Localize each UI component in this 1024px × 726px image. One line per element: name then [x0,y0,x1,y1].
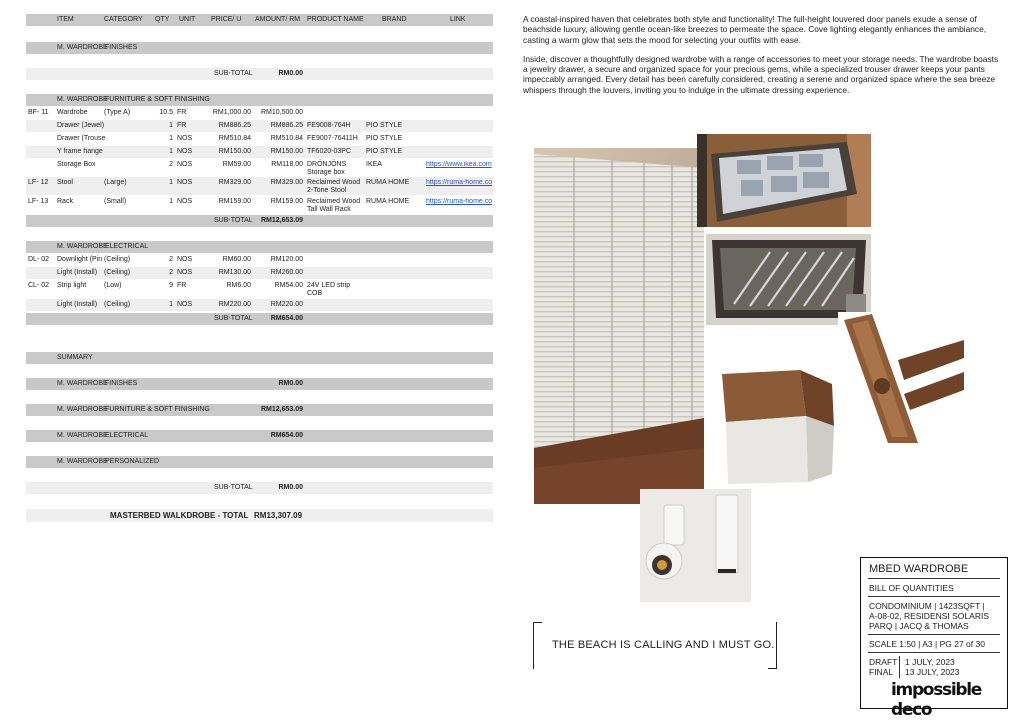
item-product: Reclaimed Wood Tall Wall Rack [307,198,361,213]
item-link[interactable]: https://ruma-home.co [426,179,493,186]
subtotal-label: SUB-TOTAL [214,217,253,224]
item-product: FE9007-76411H [307,135,358,142]
item-name: Drawer (Jewel) [57,122,105,129]
item-brand: PIO STYLE [366,148,403,155]
item-link[interactable]: https://www.ikea.com [426,161,492,168]
grand-total-label: MASTERBED WALKDROBE - TOTAL [110,511,249,520]
item-category: (Large) [104,179,127,186]
item-amount: RM118.00 [271,161,303,168]
item-amount: RM886.25 [270,122,303,129]
section-finishes-subtotal [26,68,493,80]
item-product: FE9008-764H [307,122,351,129]
item-unit: NOS [177,148,193,155]
item-amount: RM120.00 [270,256,303,263]
header-qty: QTY [155,16,170,23]
subtotal-label: SUB-TOTAL [214,315,253,322]
item-qty: 1 [169,179,173,186]
item-name: Rack [57,198,73,205]
item-unit: NOS [177,179,193,186]
item-category: (Ceiling) [104,269,131,276]
brand-logo: impossible deco [891,680,981,720]
item-price: RM159.00 [218,198,251,205]
item-price: RM130.00 [218,269,251,276]
item-amount: RM260.00 [270,269,303,276]
section-furniture-header [26,94,493,106]
grand-total-value: RM13,307.09 [254,511,303,520]
summary-line-personalized [26,456,493,468]
item-amount: RM159.00 [270,198,303,205]
table-row [26,267,493,279]
summary-code: M. WARDROBE [57,406,108,413]
item-product: TF6020-03PC [307,148,351,155]
subtotal-label: SUB-TOTAL [214,484,253,491]
draft-label: DRAFT [869,657,898,667]
subtotal-value: RM12,653.09 [260,217,303,224]
item-product: DRÖNJÖNS Storage box [307,161,347,176]
summary-label: ELECTRICAL [105,432,149,439]
item-unit: NOS [177,198,193,205]
item-name: Storage Box [57,161,96,168]
header-unit: UNIT [179,16,196,23]
summary-label: FURNITURE & SOFT FINISHING [105,406,210,413]
table-row [26,280,493,298]
summary-line-electrical [26,430,493,442]
scale-info: SCALE 1:50 | A3 | PG 27 of 30 [869,639,985,649]
subtotal-value: RM0.00 [278,484,303,491]
header-category: CATEGORY [104,16,143,23]
item-price: RM60.00 [222,256,251,263]
item-price: RM150.00 [218,148,251,155]
louvered-wardrobe-photo [534,148,704,504]
item-brand: RUMA HOME [366,198,410,205]
item-qty: 2 [169,269,173,276]
final-date: 13 JULY, 2023 [905,667,960,677]
summary-amount: RM654.00 [270,432,303,439]
subtotal-value: RM654.00 [270,315,303,322]
item-link[interactable]: https://ruma-home.co [426,198,493,205]
description-paragraph-1: A coastal-inspired haven that celebrates both style and functionality! The full-height louvered door panels exude a sense of beachside luxury, allowing gentle ocean-like breezes to permeate the space. Cove lighting elegantly enhances the ambiance, casting a warm glow that sets the mood for selecting your outfits with ease. [523,14,987,45]
section-electrical-subtotal [26,313,493,325]
summary-title: SUMMARY [57,354,93,361]
item-product: Reclaimed Wood 2-Tone Stool [307,179,361,194]
quote-box [533,622,777,668]
header-amount: AMOUNT/ RM [255,16,301,23]
section-title: FINISHES [105,44,138,51]
item-brand: RUMA HOME [366,179,410,186]
section-code: M. WARDROBE [57,96,108,103]
item-code: LF- 12 [28,179,49,186]
item-unit: NOS [177,161,193,168]
item-name: Strip light [57,282,87,289]
description-paragraph-2: Inside, discover a thoughtfully designed wardrobe with a range of accessories to meet your storage needs. The wardrobe boasts a jewelry drawer, a secure and organized space for your precious gems, while a specialized trouser drawer keeps your pants impeccably arranged. Every detail has been carefully considered, creating a serene and organized space where the sea breeze whispers through the louvers, inviting you to indulge in the ultimate dressing experience. [523,53,999,95]
item-brand: PIO STYLE [366,135,403,142]
item-price: RM6.00 [226,282,251,289]
sheet-subtitle: BILL OF QUANTITIES [869,583,954,593]
summary-line-finishes [26,378,493,390]
item-name: Wardrobe [57,109,88,116]
table-row [26,196,493,214]
item-price: RM886.25 [218,122,251,129]
item-category: (Small) [104,198,127,205]
table-header [26,14,493,26]
table-row [26,107,493,119]
item-price: RM1,000.00 [212,109,251,116]
summary-header [26,352,493,364]
item-qty: 9 [169,282,173,289]
personalized-subtotal [26,482,493,494]
item-qty: 2 [169,161,173,168]
section-finishes-header [26,42,493,54]
header-brand: BRAND [382,16,407,23]
item-amount: RM10,500.00 [260,109,303,116]
subtotal-value: RM0.00 [278,70,303,77]
item-unit: FR [177,109,187,116]
item-name: Drawer (Trouse [57,135,106,142]
section-electrical-header [26,241,493,253]
item-amount: RM329.00 [270,179,303,186]
item-unit: NOS [177,135,193,142]
item-name: Light (Install) [57,269,98,276]
description [523,14,1001,104]
stool-photo [708,370,846,486]
table-row [26,299,493,311]
item-amount: RM220.00 [270,301,303,308]
item-category: (Low) [104,282,122,289]
jewelry-drawer-photo [697,134,871,227]
sheet-title: MBED WARDROBE [869,563,969,575]
item-qty: 1 [169,122,173,129]
item-name: Light (Install) [57,301,98,308]
table-row [26,254,493,266]
summary-amount: RM0.00 [278,380,303,387]
item-code: CL- 02 [28,282,50,289]
section-code: M. WARDROBE [57,243,108,250]
item-name: Y frame hange [57,148,103,155]
table-row [26,120,493,132]
item-code: DL- 02 [28,256,50,263]
item-amount: RM54.00 [274,282,303,289]
summary-line-furniture [26,404,493,416]
item-name: Stool [57,179,73,186]
item-qty: 1 [169,135,173,142]
item-category: (Type A) [104,109,131,116]
item-product: 24V LED strip COB [307,282,351,297]
header-product: PRODUCT NAME [307,16,364,23]
draft-date: 1 JULY, 2023 [905,657,955,667]
item-brand: PIO STYLE [366,122,403,129]
spotlight-photo [640,489,751,602]
table-row [26,146,493,158]
item-qty: 1 [169,198,173,205]
item-qty: 1 [169,301,173,308]
wall-rack-photo [838,312,966,443]
header-item: ITEM [57,16,74,23]
summary-code: M. WARDROBE [57,380,108,387]
summary-code: M. WARDROBE [57,458,108,465]
table-row [26,133,493,145]
item-price: RM510.84 [218,135,251,142]
item-category: (Ceiling) [104,256,131,263]
item-unit: FR [177,282,187,289]
item-amount: RM510.84 [270,135,303,142]
item-name: Downlight (Pin [57,256,103,263]
item-category: (Ceiling) [104,301,131,308]
summary-label: FINISHES [105,380,138,387]
project-line-2: A-08-02, RESIDENSI SOLARIS [869,611,989,621]
item-amount: RM150.00 [270,148,303,155]
section-code: M. WARDROBE [57,44,108,51]
project-line-1: CONDOMINIUM | 1423SQFT | [869,601,985,611]
item-unit: NOS [177,269,193,276]
table-row [26,159,493,176]
item-qty: 2 [169,256,173,263]
section-furniture-subtotal [26,215,493,227]
table-row [26,177,493,195]
item-unit: FR [177,122,187,129]
item-price: RM220.00 [218,301,251,308]
section-title: ELECTRICAL [105,243,149,250]
grand-total-row [26,509,493,522]
subtotal-label: SUB-TOTAL [214,70,253,77]
item-unit: NOS [177,301,193,308]
summary-code: M. WARDROBE [57,432,108,439]
project-line-3: PARQ | JACQ & THOMAS [869,621,969,631]
item-price: RM59.00 [222,161,251,168]
item-price: RM329.00 [218,179,251,186]
section-title: FURNITURE & SOFT FINISHING [105,96,210,103]
item-code: BF- 11 [28,109,49,116]
item-brand: IKEA [366,161,382,168]
item-qty: 1 [169,148,173,155]
item-code: LF- 13 [28,198,49,205]
summary-amount: RM12,653.09 [260,406,303,413]
header-price: PRICE/ U [211,16,242,23]
header-link: LINK [450,16,466,23]
item-qty: 10.5 [159,109,173,116]
summary-label: PERSONALIZED [105,458,160,465]
final-label: FINAL [869,667,894,677]
quote-text: THE BEACH IS CALLING AND I MUST GO. [552,639,775,651]
item-unit: NOS [177,256,193,263]
